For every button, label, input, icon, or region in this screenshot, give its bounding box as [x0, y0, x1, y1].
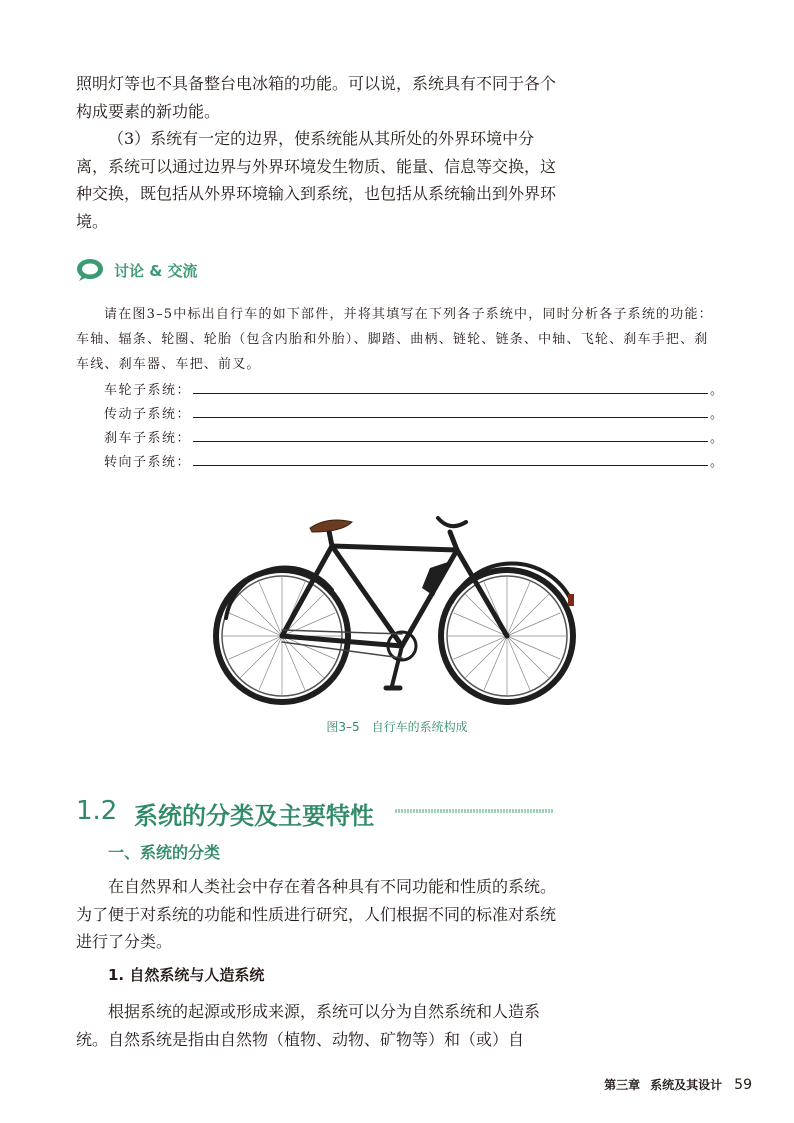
- answer-blank[interactable]: [193, 427, 708, 442]
- fill-end: 。: [710, 407, 724, 422]
- fill-label: 刹车子系统：: [104, 431, 192, 446]
- fill-end: 。: [710, 455, 724, 470]
- footer-chapter: 第三章: [604, 1078, 641, 1092]
- bicycle-photo: [212, 506, 582, 714]
- page-number: 59: [734, 1076, 752, 1093]
- section-paragraph-1: 在自然界和人类社会中存在着各种具有不同功能和性质的系统。为了便于对系统的功能和性质进行研究，人们根据不同的标准对系统进行了分类。: [76, 877, 557, 951]
- fill-label: 转向子系统：: [104, 455, 192, 470]
- section-title: 系统的分类及主要特性: [134, 802, 374, 830]
- fill-end: 。: [710, 431, 724, 446]
- fill-row-steering: [104, 448, 724, 470]
- fill-row-wheel: [104, 376, 724, 398]
- section-number: 1.2: [76, 796, 118, 826]
- fill-row-transmission: [104, 400, 724, 422]
- section-divider: [395, 809, 553, 813]
- discussion-body: 请在图3–5中标出自行车的如下部件，并将其填写在下列各子系统中，同时分析各子系统的功能：车轴、辐条、轮圈、轮胎（包含内胎和外胎）、脚踏、曲柄、链轮、链条、中轴、飞轮、刹车手把、刹车线、刹车器、车把、前叉。: [76, 307, 713, 372]
- speech-bubble-icon: [76, 258, 104, 282]
- section-paragraph-2: 根据系统的起源或形成来源，系统可以分为自然系统和人造系统。自然系统是指由自然物（植物、动物、矿物等）和（或）自: [76, 1002, 541, 1049]
- figure-caption: 图3–5 自行车的系统构成: [326, 720, 468, 734]
- paragraph-top-2: （3）系统有一定的边界，使系统能从其所处的外界环境中分离，系统可以通过边界与外界环境发生物质、能量、信息等交换，这种交换，既包括从外界环境输入到系统，也包括从系统输出到外界环境。: [76, 129, 557, 231]
- footer-chapter-name: 系统及其设计: [650, 1078, 723, 1092]
- page-footer: [604, 1076, 752, 1093]
- answer-blank[interactable]: [193, 403, 708, 418]
- fill-label: 车轮子系统：: [104, 383, 192, 398]
- fill-end: 。: [710, 383, 724, 398]
- paragraph-top-1: 照明灯等也不具备整台电冰箱的功能。可以说，系统具有不同于各个构成要素的新功能。: [76, 74, 557, 121]
- answer-blank[interactable]: [193, 451, 708, 466]
- discussion-title: 讨论 & 交流: [114, 261, 198, 280]
- subsubsection-title: 1. 自然系统与人造系统: [108, 966, 265, 984]
- subsection-title: 一、系统的分类: [108, 843, 221, 862]
- fill-label: 传动子系统：: [104, 407, 192, 422]
- answer-blank[interactable]: [193, 379, 708, 394]
- discussion-header: [76, 258, 198, 282]
- fill-row-brake: [104, 424, 724, 446]
